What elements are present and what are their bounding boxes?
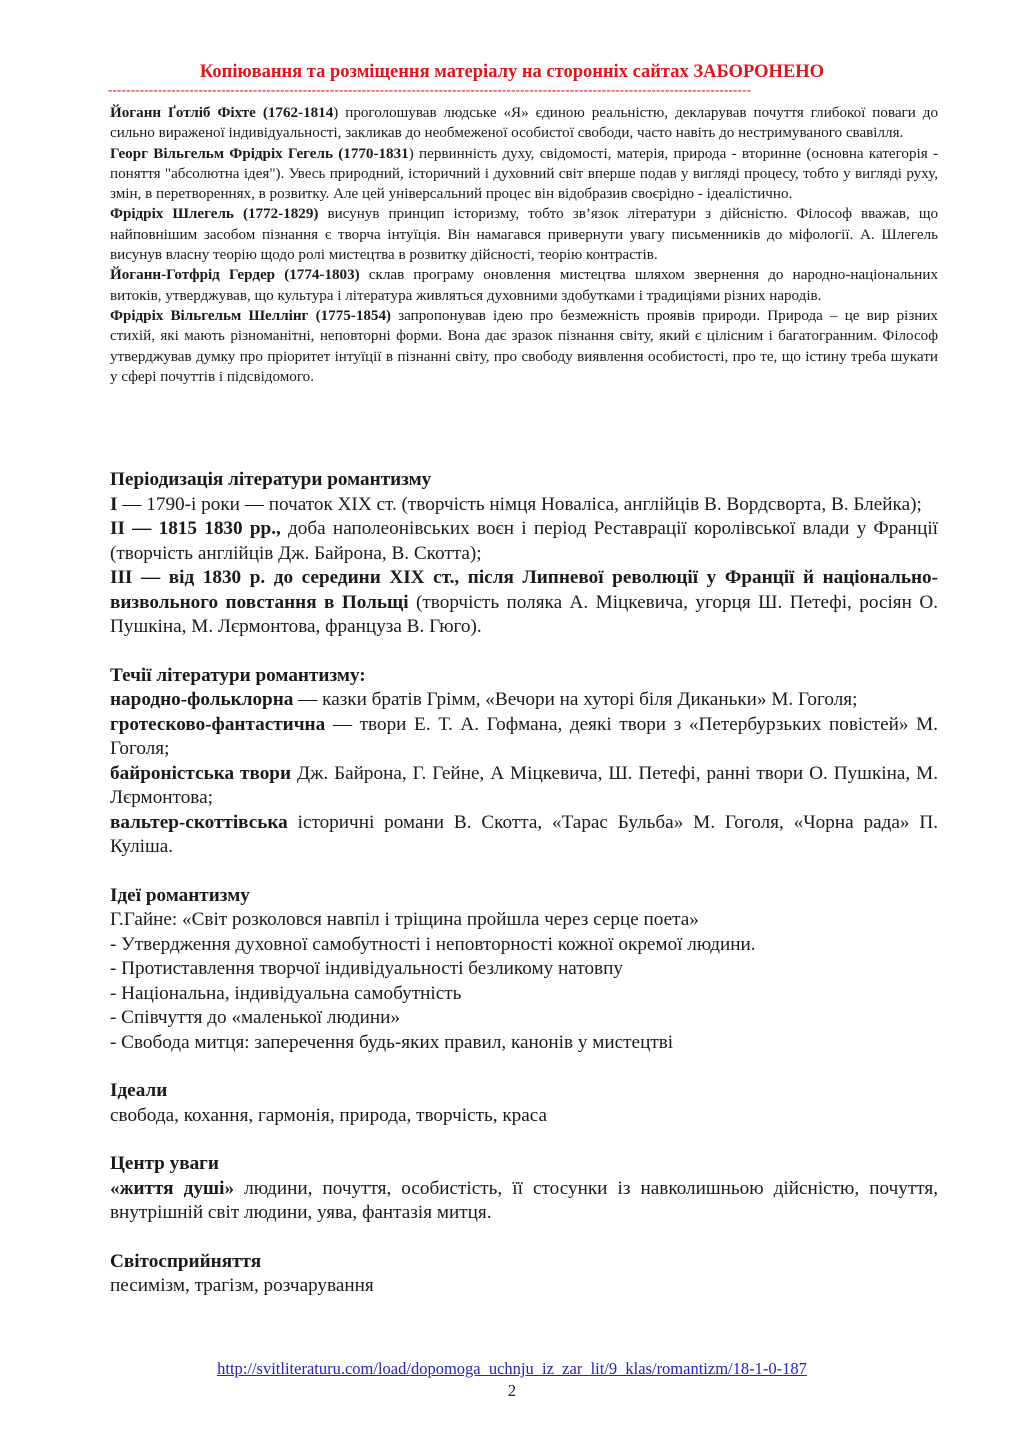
philosopher-paragraph — [110, 103, 938, 144]
philosopher-paragraph — [110, 144, 938, 205]
current-item — [110, 713, 938, 762]
philosopher-name: Йоганн-Готфрід Гердер (1774-1803) — [110, 267, 360, 284]
focus-heading: Центр уваги — [110, 1153, 219, 1174]
philosopher-name: Фрідріх Вільгельм Шеллінг (1775-1854) — [110, 307, 392, 324]
current-label: гротесково-фантастична — [110, 713, 326, 735]
focus-text: людини, почуття, особистість, її стосунки із навколишньою дійсністю, почуття, внутрішній світ людини, уява, фантазія митця. — [110, 1177, 938, 1223]
period-label: III — від 1830 р. до середини XIX ст., після Липневої революції у Франції й національно-визвольного повстання в Польщі — [110, 567, 938, 613]
current-text: Дж. Байрона, Г. Гейне, А Міцкевича, Ш. Петефі, ранні твори О. Пушкіна, М. Лєрмонтова; — [110, 762, 938, 808]
current-label: байроністська твори — [110, 762, 292, 784]
idea-line: - Утвердження духовної самобутності і неповторності кожної окремої людини. — [110, 933, 756, 955]
periodization-heading: Періодизація літератури романтизму — [110, 469, 432, 490]
current-item — [110, 688, 938, 713]
period-label: II — 1815 1830 рр., — [110, 518, 281, 539]
philosopher-name: Фрідріх Шлегель (1772-1829) — [110, 206, 319, 223]
copyright-warning: Копіювання та розміщення матеріалу на сторонніх сайтах ЗАБОРОНЕНО — [199, 62, 825, 82]
period-text: (творчість поляка А. Міцкевича, угорця Ш. Петефі, росіян О. Пушкіна, М. Лєрмонтова, француза В. Гюго). — [110, 591, 938, 637]
source-link[interactable]: http://svitliteraturu.com/load/dopomoga_uchnju_iz_zar_lit/9_klas/romantizm/18-1-0-187 — [217, 1359, 807, 1378]
current-label: народно-фольклорна — [110, 689, 294, 710]
focus-label: «життя душі» — [110, 1177, 235, 1199]
period-text: — 1790-і роки — початок XIX ст. (творчість німця Новаліса, англійців В. Вордсворта, В. Блейка); — [117, 493, 922, 515]
ideas-heading: Ідеї романтизму — [110, 884, 250, 906]
philosopher-text: висунув принцип історизму, тобто зв’язок літератури з дійсністю. Філософ вважав, що найповнішим засобом пізнання є творча інтуїція. Він намагався привернути увагу письменників до міфології. А. Шлегель висунув власну теорію щодо ролі мистецтва в розвитку дійсності, теорію контрастів. — [110, 206, 938, 264]
worldview-heading: Світосприйняття — [110, 1250, 262, 1272]
philosopher-paragraph — [110, 306, 938, 387]
philosopher-name: Йоганн Ґотліб Фіхте (1762-1814 — [110, 105, 334, 121]
idea-line: - Свобода митця: заперечення будь-яких правил, канонів у мистецтві — [110, 1031, 674, 1053]
focus-paragraph — [110, 1177, 938, 1226]
idea-line: - Співчуття до «маленької людини» — [110, 1007, 401, 1028]
dashed-divider: ---------------------------------------------------------------------------------------------------------------------------------------------- — [108, 84, 752, 96]
philosophers-section — [110, 103, 938, 387]
page-number: 2 — [507, 1381, 517, 1400]
current-item — [110, 811, 938, 860]
current-text: історичні романи В. Скотта, «Тарас Бульба» М. Гоголя, «Чорна рада» П. Куліша. — [110, 811, 938, 857]
current-text: — твори Е. Т. А. Гофмана, деякі твори з «Петербурзьких повістей» М. Гоголя; — [110, 713, 938, 759]
ideals-text: свобода, кохання, гармонія, природа, творчість, краса — [110, 1104, 548, 1126]
idea-line: - Національна, індивідуальна самобутність — [110, 982, 462, 1004]
period-item — [110, 517, 938, 566]
idea-line: - Протиставлення творчої індивідуальності безликому натовпу — [110, 958, 623, 979]
philosopher-text: склав програму оновлення мистецтва шляхом звернення до народно-національних витоків, утверджував, що культура і література живляться духовними здобутками і традиціями різних народів. — [110, 267, 938, 304]
current-label: вальтер-скоттівська — [110, 811, 288, 833]
period-item — [110, 493, 938, 518]
main-sections — [110, 468, 938, 1299]
worldview-text: песимізм, трагізм, розчарування — [110, 1275, 374, 1296]
philosopher-name: Георг Вільгельм Фрідріх Гегель (1770-1831 — [110, 145, 409, 162]
footer — [0, 1359, 1024, 1379]
period-item — [110, 566, 938, 640]
period-text: доба наполеонівських воєн і період Реставрації королівської влади у Франції (творчість англійців Дж. Байрона, В. Скотта); — [110, 518, 939, 564]
current-text: — казки братів Грімм, «Вечори на хуторі біля Диканьки» М. Гоголя; — [293, 689, 858, 710]
period-label: І — [110, 493, 118, 515]
current-item — [110, 762, 938, 811]
philosopher-paragraph — [110, 265, 938, 306]
philosopher-text: ) первинність духу, свідомості, матерія, природа - вторинне (основна категорія - поняття "абсолютна ідея"). Увесь природний, історичний і духовний світ вперше подав у вигляді процесу, тобто у вигляді руху, змін, в перетвореннях, в розвитку. Але цей універсальний процес він відобразив своєрідно - ідеалістично. — [110, 145, 938, 203]
ideals-heading: Ідеали — [110, 1080, 168, 1101]
philosopher-paragraph — [110, 204, 938, 265]
philosopher-text: ) проголошував людське «Я» єдиною реальністю, декларував почуття глибокої поваги до сильно вираженої індивідуальності, закликав до необмеженої особистої свободи, часто навіть до нестримуваного свавілля. — [110, 105, 938, 142]
currents-heading: Течії літератури романтизму: — [110, 664, 366, 686]
philosopher-text: запропонував ідею про безмежність проявів природи. Природа – це вир різних стихій, які мають різноманітні, неповторні форми. Вона дає зразок пізнання світу, який є цілісним і багатогранним. Філософ утверджував думку про пріоритет інтуїції в пізнанні світу, про свободу виявлення особистості, про те, що істину треба шукати у сфері почуттів і підсвідомого. — [110, 307, 938, 385]
idea-line: Г.Гайне: «Світ розколовся навпіл і тріщина пройшла через серце поета» — [110, 909, 699, 930]
